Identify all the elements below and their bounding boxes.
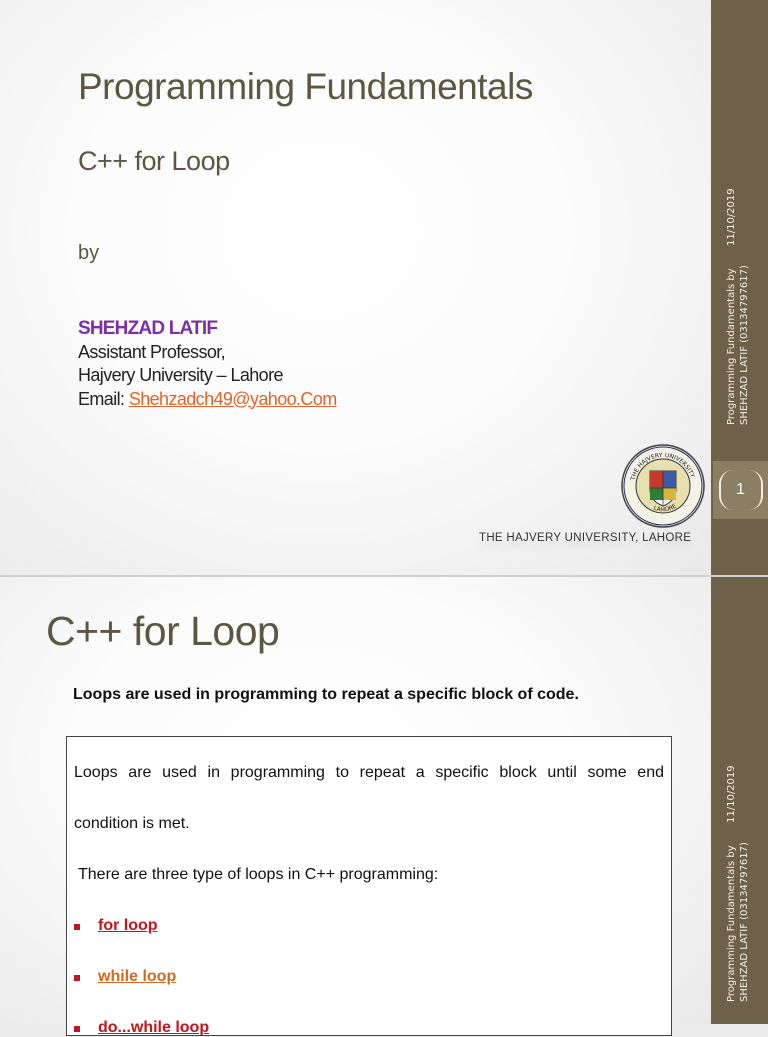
lead-text: Loops are used in programming to repeat a specific block of code. xyxy=(73,686,579,703)
sidebar-footer-line1: Programming Fundamentals by xyxy=(726,268,737,425)
sidebar-footer-line2: SHEHZAD LATIF (03134797617) xyxy=(739,842,750,1002)
svg-text:LAHORE: LAHORE xyxy=(652,502,678,514)
while-loop-link[interactable]: while loop xyxy=(98,968,177,985)
author-name: SHEHZAD LATIF xyxy=(78,318,218,339)
square-bullet-icon xyxy=(74,924,80,930)
sidebar-date: 11/10/2019 xyxy=(726,188,737,246)
list-item xyxy=(74,1019,210,1037)
author-affiliation: Hajvery University – Lahore xyxy=(78,365,283,385)
paragraph-line-1: Loops are used in programming to repeat a specific block until some end xyxy=(74,764,664,781)
svg-text:THE HAJVERY UNIVERSITY: THE HAJVERY UNIVERSITY xyxy=(629,451,696,482)
do-while-loop-link[interactable]: do...while loop xyxy=(98,1019,210,1036)
university-caption: THE HAJVERY UNIVERSITY, LAHORE xyxy=(479,532,692,544)
paragraph-line-2: condition is met. xyxy=(74,815,190,832)
for-loop-link[interactable]: for loop xyxy=(98,917,158,934)
slide-title: Programming Fundamentals xyxy=(78,66,533,107)
sidebar-footer-line2: SHEHZAD LATIF (03134797617) xyxy=(739,265,750,425)
sidebar-date-wrap xyxy=(725,583,755,823)
list-item xyxy=(74,917,158,935)
slide-subtitle: C++ for Loop xyxy=(78,146,230,176)
slide-2 xyxy=(0,577,768,1036)
university-seal-icon xyxy=(620,443,706,529)
paragraph-types: There are three type of loops in C++ programming: xyxy=(78,866,439,883)
sidebar-date-wrap xyxy=(725,6,755,246)
by-label: by xyxy=(78,242,100,264)
sidebar-footer xyxy=(725,265,751,425)
author-email xyxy=(78,388,337,412)
page-number: 1 xyxy=(719,470,763,510)
sidebar-footer-line1: Programming Fundamentals by xyxy=(726,845,737,1002)
square-bullet-icon xyxy=(74,975,80,981)
email-label: Email: xyxy=(78,388,129,409)
content-box xyxy=(66,736,672,1036)
sidebar-footer xyxy=(725,842,751,1002)
square-bullet-icon xyxy=(74,1026,80,1032)
side-bar xyxy=(711,577,768,1024)
email-link[interactable]: Shehzadch49@yahoo.Com xyxy=(128,388,337,409)
sidebar-date: 11/10/2019 xyxy=(726,765,737,823)
author-info xyxy=(78,317,337,411)
list-item xyxy=(74,968,177,986)
slide-title: C++ for Loop xyxy=(46,608,280,654)
author-title: Assistant Professor, xyxy=(78,341,226,362)
page-number-badge xyxy=(713,461,768,519)
